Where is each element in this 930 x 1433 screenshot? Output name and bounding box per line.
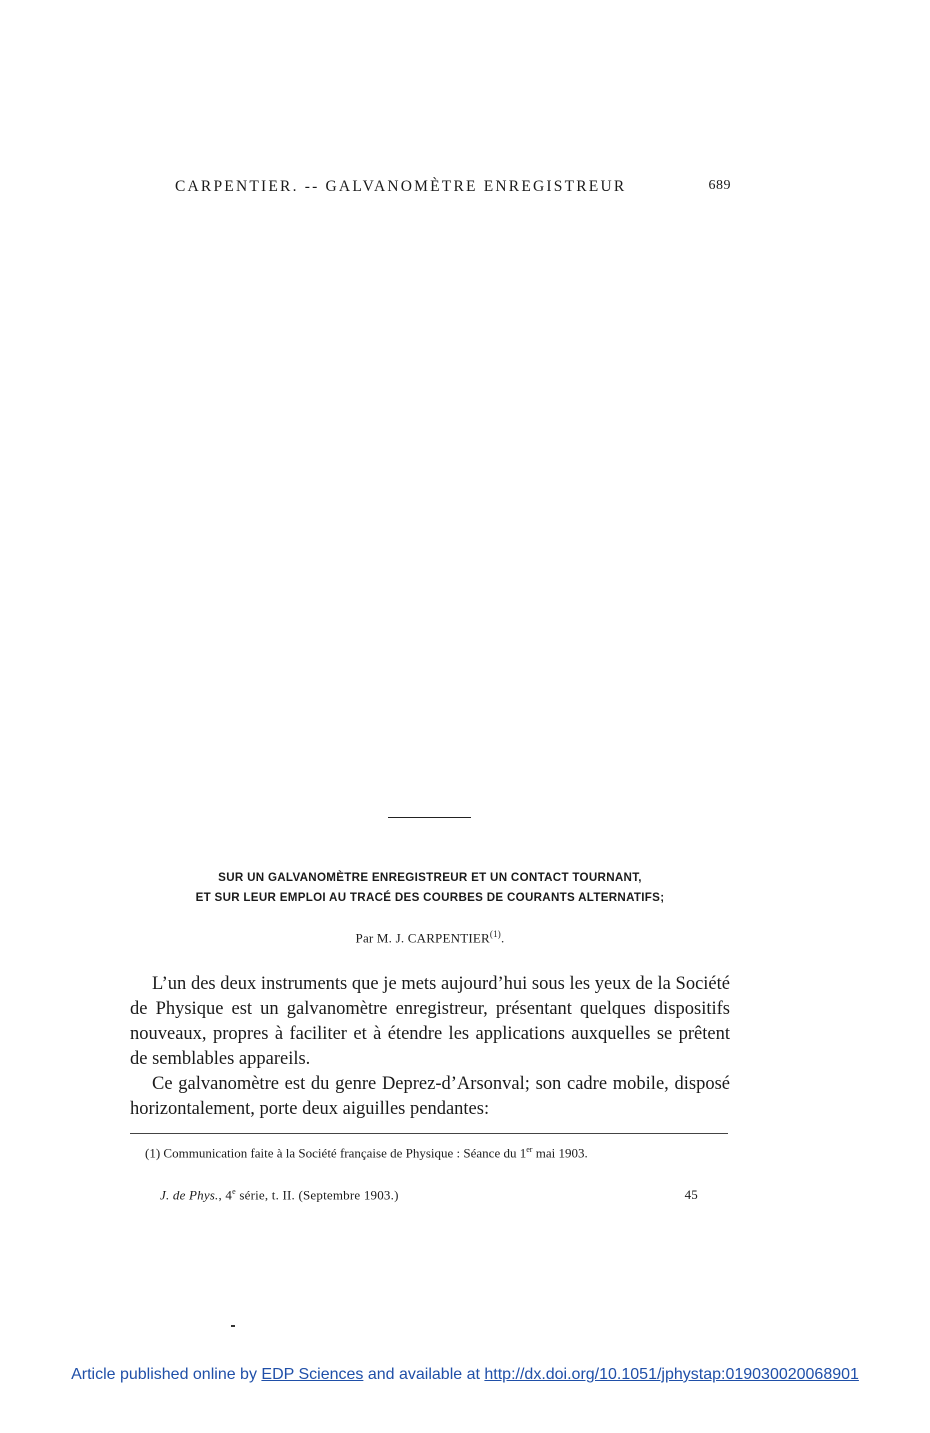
footnote: [130, 1141, 730, 1161]
journal-signature-line: [160, 1187, 700, 1203]
author-end: .: [501, 930, 505, 946]
author-footnote-mark: (1): [489, 929, 502, 939]
author-name: Par M. J. CARPENTIER: [355, 930, 490, 946]
journal-series-sup: e: [232, 1187, 236, 1196]
stray-print-mark: [231, 1325, 235, 1327]
banner-middle: and available at: [367, 1366, 480, 1383]
doi-link[interactable]: http://dx.doi.org/10.1051/jphystap:019030020068901: [484, 1366, 859, 1383]
sheet-number: 45: [684, 1187, 698, 1202]
paragraph-1: L’un des deux instruments que je mets aujourd’hui sous les yeux de la Société de Physique est un galvanomètre enregistreur, présentant quelques dispositifs nouveaux, propres à faciliter et à étendre les applications auxquelles se prêtent de semblables appareils.: [130, 974, 730, 1069]
footnote-text: Communication faite à la Société française de Physique : Séance du: [163, 1145, 517, 1161]
footnote-mark: (1): [145, 1145, 161, 1161]
publisher-banner: [0, 1366, 930, 1384]
journal-name: J. de Phys.: [160, 1187, 219, 1203]
footnote-date-sup: er: [526, 1145, 533, 1154]
paragraph-2: Ce galvanomètre est du genre Deprez-d’Arsonval; son cadre mobile, disposé horizontalement, porte deux aiguilles pendantes:: [130, 1074, 730, 1119]
footnote-date-rest: mai 1903.: [535, 1145, 588, 1161]
footnote-date-day: 1: [519, 1145, 527, 1161]
body-text: [130, 972, 730, 1122]
running-head-title: CARPENTIER. -- GALVANOMÈTRE ENREGISTREUR: [175, 178, 627, 195]
footnote-rule: [130, 1133, 728, 1134]
article-title: [120, 868, 740, 908]
page-number: 689: [708, 178, 731, 193]
publisher-link[interactable]: EDP Sciences: [261, 1366, 364, 1383]
author-line: [120, 929, 740, 946]
article-title-line-1: SUR UN GALVANOMÈTRE ENREGISTREUR ET UN CONTACT TOURNANT,: [218, 871, 642, 884]
journal-series-num: , 4: [218, 1187, 233, 1203]
journal-series-rest: série, t. II. (Septembre 1903.): [239, 1187, 399, 1203]
title-separator-rule: [388, 817, 471, 818]
banner-prefix: Article published online by: [71, 1366, 257, 1383]
running-head: [175, 178, 735, 196]
article-title-line-2: ET SUR LEUR EMPLOI AU TRACÉ DES COURBES DE COURANTS ALTERNATIFS;: [195, 891, 665, 904]
